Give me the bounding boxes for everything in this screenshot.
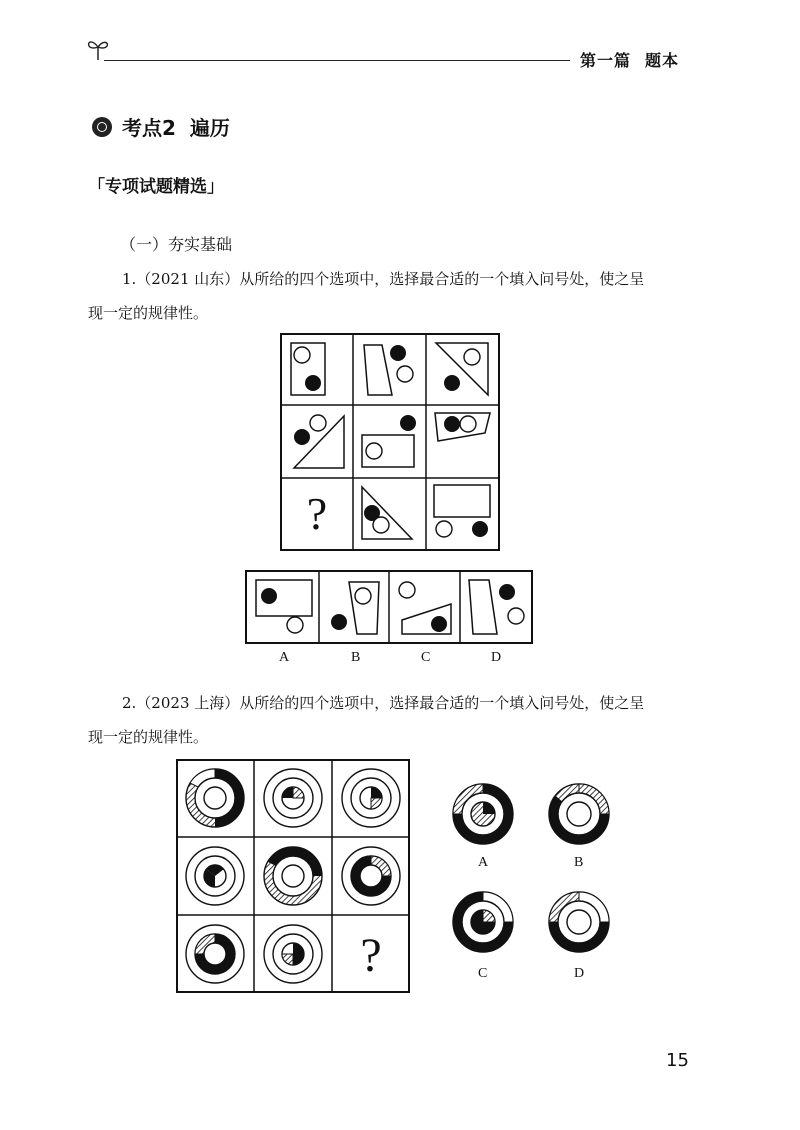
option-2b-label: B — [574, 855, 584, 870]
option-2c-figure[interactable] — [453, 892, 513, 952]
subsection-title: （一）夯实基础 — [120, 235, 233, 254]
question-1-line2: 现一定的规律性。 — [88, 304, 209, 322]
ring-cell-1-3 — [342, 769, 400, 827]
question-1-line1: 1.（2021 山东）从所给的四个选项中，选择最合适的一个填入问号处，使之呈 — [122, 270, 645, 288]
option-2a-label: A — [478, 855, 489, 870]
header-title — [580, 48, 679, 71]
option-a-figure[interactable] — [256, 580, 312, 633]
ring-cell-2-3 — [342, 847, 400, 905]
question-1-text — [88, 262, 708, 330]
page-number: 15 — [666, 1050, 689, 1071]
option-d-label: D — [491, 650, 502, 665]
option-2b-figure[interactable] — [549, 784, 609, 844]
header-rule — [104, 60, 570, 61]
option-a-label: A — [279, 650, 290, 665]
grid-cell-3-2 — [362, 487, 412, 539]
ring-cell-3-2 — [264, 925, 322, 983]
option-b-figure[interactable] — [331, 582, 379, 634]
option-c-label: C — [421, 650, 431, 665]
option-d-figure[interactable] — [469, 580, 524, 634]
topic-name: 遍历 — [189, 116, 230, 140]
grid-cell-2-3 — [435, 413, 490, 441]
ring-cell-2-2 — [264, 847, 322, 905]
ring-cell-3-1 — [186, 925, 244, 983]
grid-question-mark-2: ? — [360, 929, 382, 982]
grid-question-mark: ? — [306, 488, 328, 539]
question-1-figure-grid — [280, 333, 500, 551]
bullet-icon — [92, 117, 112, 137]
topic-heading — [92, 112, 230, 141]
question-2-line2: 现一定的规律性。 — [88, 728, 209, 746]
topic-title: 考点2 — [122, 116, 176, 140]
grid-cell-2-2 — [362, 415, 416, 467]
grid-cell-1-3 — [436, 343, 488, 395]
option-2d-label: D — [574, 966, 585, 981]
grid-cell-2-1 — [294, 415, 344, 468]
ring-cell-1-1 — [186, 769, 244, 827]
ring-cell-1-2 — [264, 769, 322, 827]
ring-cell-2-1 — [186, 847, 244, 905]
grid-cell-1-2 — [364, 345, 413, 395]
sprout-icon — [86, 36, 110, 62]
section-title: 「专项试题精选」 — [88, 177, 224, 197]
grid-cell-3-3 — [434, 485, 490, 537]
question-2-line1: 2.（2023 上海）从所给的四个选项中，选择最合适的一个填入问号处，使之呈 — [122, 694, 645, 712]
question-1-options-strip — [245, 570, 533, 644]
header-part: 第一篇 — [580, 51, 632, 70]
header-book: 题本 — [645, 51, 680, 70]
question-2-options — [445, 776, 625, 968]
option-b-label: B — [351, 650, 361, 665]
grid-cell-1-1 — [291, 343, 325, 395]
option-c-figure[interactable] — [399, 582, 451, 634]
option-2a-figure[interactable] — [453, 784, 513, 844]
option-2c-label: C — [478, 966, 488, 981]
option-2d-figure[interactable] — [549, 892, 609, 952]
question-2-figure-grid — [176, 759, 410, 993]
question-2-text — [88, 686, 708, 754]
